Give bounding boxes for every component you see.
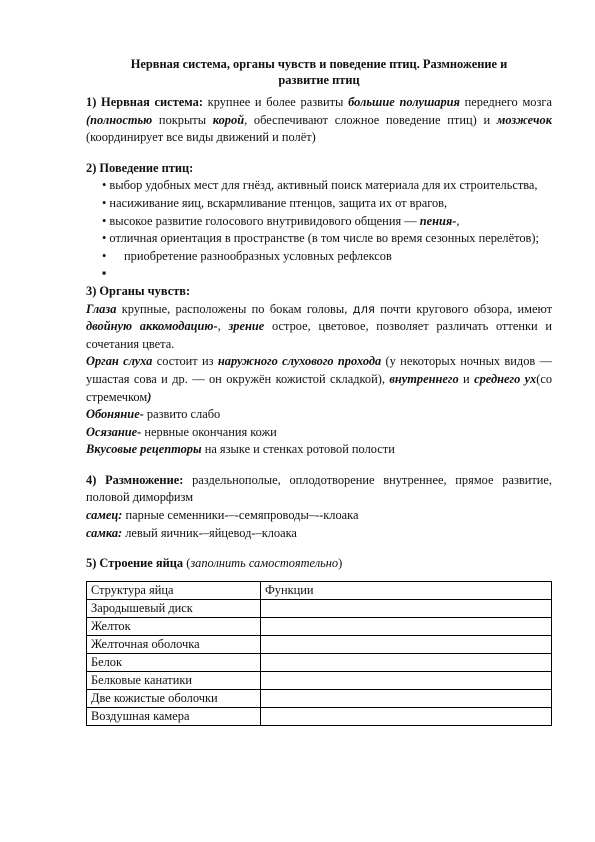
text: ( bbox=[183, 556, 191, 571]
term: двойную аккомодацию- bbox=[86, 319, 218, 334]
term: Вкусовые рецепторы bbox=[86, 442, 202, 457]
term: Глаза bbox=[86, 301, 117, 316]
sense-eyes bbox=[86, 301, 552, 354]
text: (со стремечком bbox=[86, 371, 553, 404]
term: внутреннего bbox=[389, 371, 459, 386]
text: , bbox=[456, 213, 460, 228]
section-reproduction bbox=[86, 472, 552, 507]
text: нервные окончания кожи bbox=[141, 424, 277, 439]
text: • высокое развитие голосового внутривидового общения — bbox=[102, 213, 420, 228]
section-2-heading: 2) Поведение птиц: bbox=[86, 160, 194, 175]
term: Осязание- bbox=[86, 424, 142, 439]
table-cell-structure: Желток bbox=[87, 617, 261, 635]
text: (у некоторых ночных видов — ушастая сова и др. — он окружён кожистой складкой), bbox=[86, 354, 552, 386]
text: крупнее и более развиты bbox=[202, 95, 349, 109]
table-row bbox=[87, 671, 552, 689]
table-cell-function[interactable] bbox=[261, 599, 552, 617]
title-line-2: развитие птиц bbox=[278, 73, 360, 87]
text: почти кругового обзора, имеют bbox=[374, 301, 552, 316]
text: состоит из bbox=[152, 354, 218, 369]
behavior-item-2: • насиживание яиц, вскармливание птенцов, защита их от врагов, bbox=[102, 195, 448, 210]
table-header-row bbox=[87, 581, 552, 599]
section-1-heading: 1) Нервная система: bbox=[86, 95, 203, 109]
table-cell-structure: Белок bbox=[87, 653, 261, 671]
table-cell-structure: Две кожистые оболочки bbox=[87, 689, 261, 707]
table-row bbox=[87, 599, 552, 617]
section-3-heading: 3) Органы чувств: bbox=[86, 283, 191, 298]
text: (координирует все виды движений и полёт) bbox=[86, 130, 316, 145]
text: острое, цветовое, позволяет различать оттенки и сочетания цвета. bbox=[86, 319, 553, 351]
table-cell-structure: Белковые канатики bbox=[87, 671, 261, 689]
term: большие полушария bbox=[348, 95, 460, 109]
sense-touch bbox=[86, 424, 552, 442]
term: зрение bbox=[228, 319, 265, 334]
table-row bbox=[87, 653, 552, 671]
term: Орган слуха bbox=[86, 354, 153, 369]
behavior-item-3 bbox=[86, 213, 552, 231]
term: корой bbox=[212, 112, 245, 127]
text: крупные, расположены по бокам головы, bbox=[116, 301, 353, 316]
text: парные семенники-–-семяпроводы–--клоака bbox=[122, 508, 359, 523]
table-header-structure: Структура яйца bbox=[87, 581, 261, 599]
term: среднего ух bbox=[474, 371, 537, 386]
table-header-functions: Функции bbox=[261, 581, 552, 599]
egg-structure-table bbox=[86, 581, 552, 726]
text: левый яичник-–яйцевод-–клоака bbox=[122, 525, 297, 540]
section-5-heading: 5) Строение яйца bbox=[86, 556, 184, 571]
text: ) bbox=[338, 556, 343, 571]
term: ) bbox=[147, 389, 152, 404]
text: , bbox=[217, 319, 229, 334]
section-egg-structure bbox=[86, 555, 552, 573]
text: раздельнополые, оплодотворение внутреннее, прямое развитие, половой диморфизм bbox=[86, 472, 552, 505]
table-cell-function[interactable] bbox=[261, 671, 552, 689]
reproduction-male bbox=[86, 507, 552, 525]
text: и bbox=[458, 371, 475, 386]
sense-taste bbox=[86, 441, 552, 459]
term: наружного слухового прохода bbox=[217, 354, 382, 369]
reproduction-female bbox=[86, 525, 552, 543]
sense-smell bbox=[86, 406, 552, 424]
table-cell-function[interactable] bbox=[261, 635, 552, 653]
table-cell-structure: Воздушная камера bbox=[87, 707, 261, 725]
table-row bbox=[87, 689, 552, 707]
table-row bbox=[87, 635, 552, 653]
text: , обеспечивают сложное поведение птиц) и bbox=[244, 112, 497, 127]
table-cell-function[interactable] bbox=[261, 653, 552, 671]
text: для bbox=[352, 301, 375, 316]
note: заполнить самостоятельно bbox=[190, 556, 339, 571]
term: (полностью bbox=[86, 112, 153, 127]
table-cell-function[interactable] bbox=[261, 707, 552, 725]
table-cell-function[interactable] bbox=[261, 617, 552, 635]
document-title bbox=[86, 56, 552, 88]
text: переднего мозга bbox=[459, 95, 552, 109]
behavior-item-4: • отличная ориентация в пространстве (в том числе во время сезонных перелётов); bbox=[102, 231, 539, 246]
table-cell-structure: Желточная оболочка bbox=[87, 635, 261, 653]
section-nervous-system bbox=[86, 94, 552, 147]
title-line-1: Нервная система, органы чувств и поведение птиц. Размножение и bbox=[130, 57, 508, 71]
table-cell-function[interactable] bbox=[261, 689, 552, 707]
term: мозжечок bbox=[496, 112, 552, 127]
table-cell-structure: Зародышевый диск bbox=[87, 599, 261, 617]
document-page bbox=[86, 56, 552, 726]
table-row bbox=[87, 617, 552, 635]
term: самец: bbox=[86, 508, 123, 523]
empty-bullet bbox=[86, 265, 552, 283]
behavior-item-1: • выбор удобных мест для гнёзд, активный поиск материала для их строительства, bbox=[102, 178, 538, 193]
text: развито слабо bbox=[143, 407, 221, 422]
term: самка: bbox=[86, 525, 123, 540]
term: Обоняние- bbox=[86, 407, 144, 422]
term: пения- bbox=[419, 213, 457, 228]
text: на языке и стенках ротовой полости bbox=[201, 442, 395, 457]
bullet-dot-icon: • bbox=[102, 248, 107, 263]
sense-hearing bbox=[86, 353, 552, 406]
behavior-item-5 bbox=[86, 248, 552, 266]
bullet-square-icon: ▪ bbox=[102, 266, 107, 281]
text: покрыты bbox=[152, 112, 213, 127]
text: приобретение разнообразных условных рефлексов bbox=[124, 248, 392, 263]
table-row bbox=[87, 707, 552, 725]
section-4-heading: 4) Размножение: bbox=[86, 472, 184, 487]
